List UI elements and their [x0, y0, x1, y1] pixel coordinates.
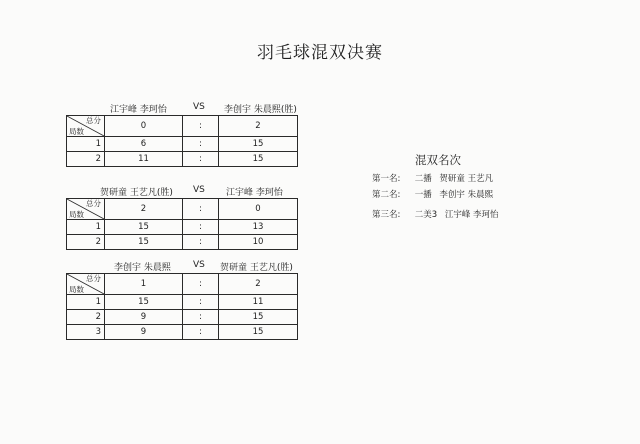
header-cell: [67, 274, 105, 295]
total-label: 总分: [86, 116, 101, 125]
total-left: 2: [105, 199, 183, 220]
game-row: [67, 325, 298, 340]
match-1: [66, 101, 297, 167]
game-number: 1: [67, 295, 105, 310]
rank-row-1: [372, 174, 572, 185]
match-3-header: [66, 259, 297, 273]
game-row: [67, 235, 298, 250]
game-number: 2: [67, 152, 105, 167]
total-right: 2: [219, 116, 298, 137]
team-right-name: 江宇峰 李珂怡: [226, 188, 283, 198]
colon: :: [183, 274, 219, 295]
vs-label: VS: [193, 102, 205, 112]
rank-label: 第三名:: [372, 210, 401, 220]
game-left-score: 6: [105, 137, 183, 152]
game-row: [67, 152, 298, 167]
team-right-name: 贺研童 王艺凡(胜): [220, 263, 293, 273]
game-left-score: 9: [105, 310, 183, 325]
match-1-header: [66, 101, 297, 115]
team-left-name: 李创宇 朱晨熙: [114, 263, 171, 273]
total-left: 0: [105, 116, 183, 137]
rank-row-3: [372, 210, 572, 221]
team-right-name: 李创宇 朱晨熙(胜): [224, 105, 297, 115]
colon: :: [183, 137, 219, 152]
game-right-score: 10: [219, 235, 298, 250]
game-number: 2: [67, 235, 105, 250]
colon: :: [183, 310, 219, 325]
match-2-score-table: [66, 198, 298, 250]
team-left-name: 江宇峰 李珂怡: [110, 105, 167, 115]
colon: :: [183, 235, 219, 250]
game-left-score: 9: [105, 325, 183, 340]
ranking-title: 混双名次: [415, 153, 461, 167]
game-right-score: 15: [219, 137, 298, 152]
game-left-score: 11: [105, 152, 183, 167]
total-right: 2: [219, 274, 298, 295]
total-right: 0: [219, 199, 298, 220]
game-number: 3: [67, 325, 105, 340]
vs-label: VS: [193, 185, 205, 195]
header-cell: [67, 116, 105, 137]
game-left-score: 15: [105, 295, 183, 310]
match-1-score-table: [66, 115, 298, 167]
rank-class: 二播: [414, 174, 432, 184]
colon: :: [183, 116, 219, 137]
rank-class: 一播: [414, 190, 432, 200]
game-left-score: 15: [105, 235, 183, 250]
colon: :: [183, 152, 219, 167]
total-left: 1: [105, 274, 183, 295]
rank-names: 贺研童 王艺凡: [439, 174, 494, 184]
rank-names: 江宇峰 李珂怡: [444, 210, 499, 220]
game-right-score: 15: [219, 325, 298, 340]
games-label: 局数: [69, 285, 84, 294]
game-number: 1: [67, 220, 105, 235]
vs-label: VS: [193, 260, 205, 270]
total-row: [67, 116, 298, 137]
colon: :: [183, 295, 219, 310]
rank-label: 第一名:: [372, 174, 401, 184]
game-row: [67, 295, 298, 310]
match-2: [66, 184, 297, 250]
total-row: [67, 199, 298, 220]
game-left-score: 15: [105, 220, 183, 235]
game-right-score: 15: [219, 310, 298, 325]
games-label: 局数: [69, 210, 84, 219]
colon: :: [183, 325, 219, 340]
rank-names: 李创宇 朱晨熙: [439, 190, 494, 200]
rank-row-2: [372, 190, 572, 201]
game-right-score: 13: [219, 220, 298, 235]
game-row: [67, 137, 298, 152]
colon: :: [183, 199, 219, 220]
page-title: 羽毛球混双决赛: [257, 43, 383, 63]
ranking-section: [372, 152, 572, 226]
game-row: [67, 310, 298, 325]
game-number: 2: [67, 310, 105, 325]
total-label: 总分: [86, 199, 101, 208]
header-cell: [67, 199, 105, 220]
match-3: [66, 259, 297, 340]
games-label: 局数: [69, 127, 84, 136]
colon: :: [183, 220, 219, 235]
total-row: [67, 274, 298, 295]
game-row: [67, 220, 298, 235]
team-left-name: 贺研童 王艺凡(胜): [100, 188, 173, 198]
rank-class: 二美3: [414, 210, 438, 220]
match-3-score-table: [66, 273, 298, 340]
match-2-header: [66, 184, 297, 198]
rank-label: 第二名:: [372, 190, 401, 200]
total-label: 总分: [86, 274, 101, 283]
game-number: 1: [67, 137, 105, 152]
game-right-score: 11: [219, 295, 298, 310]
game-right-score: 15: [219, 152, 298, 167]
